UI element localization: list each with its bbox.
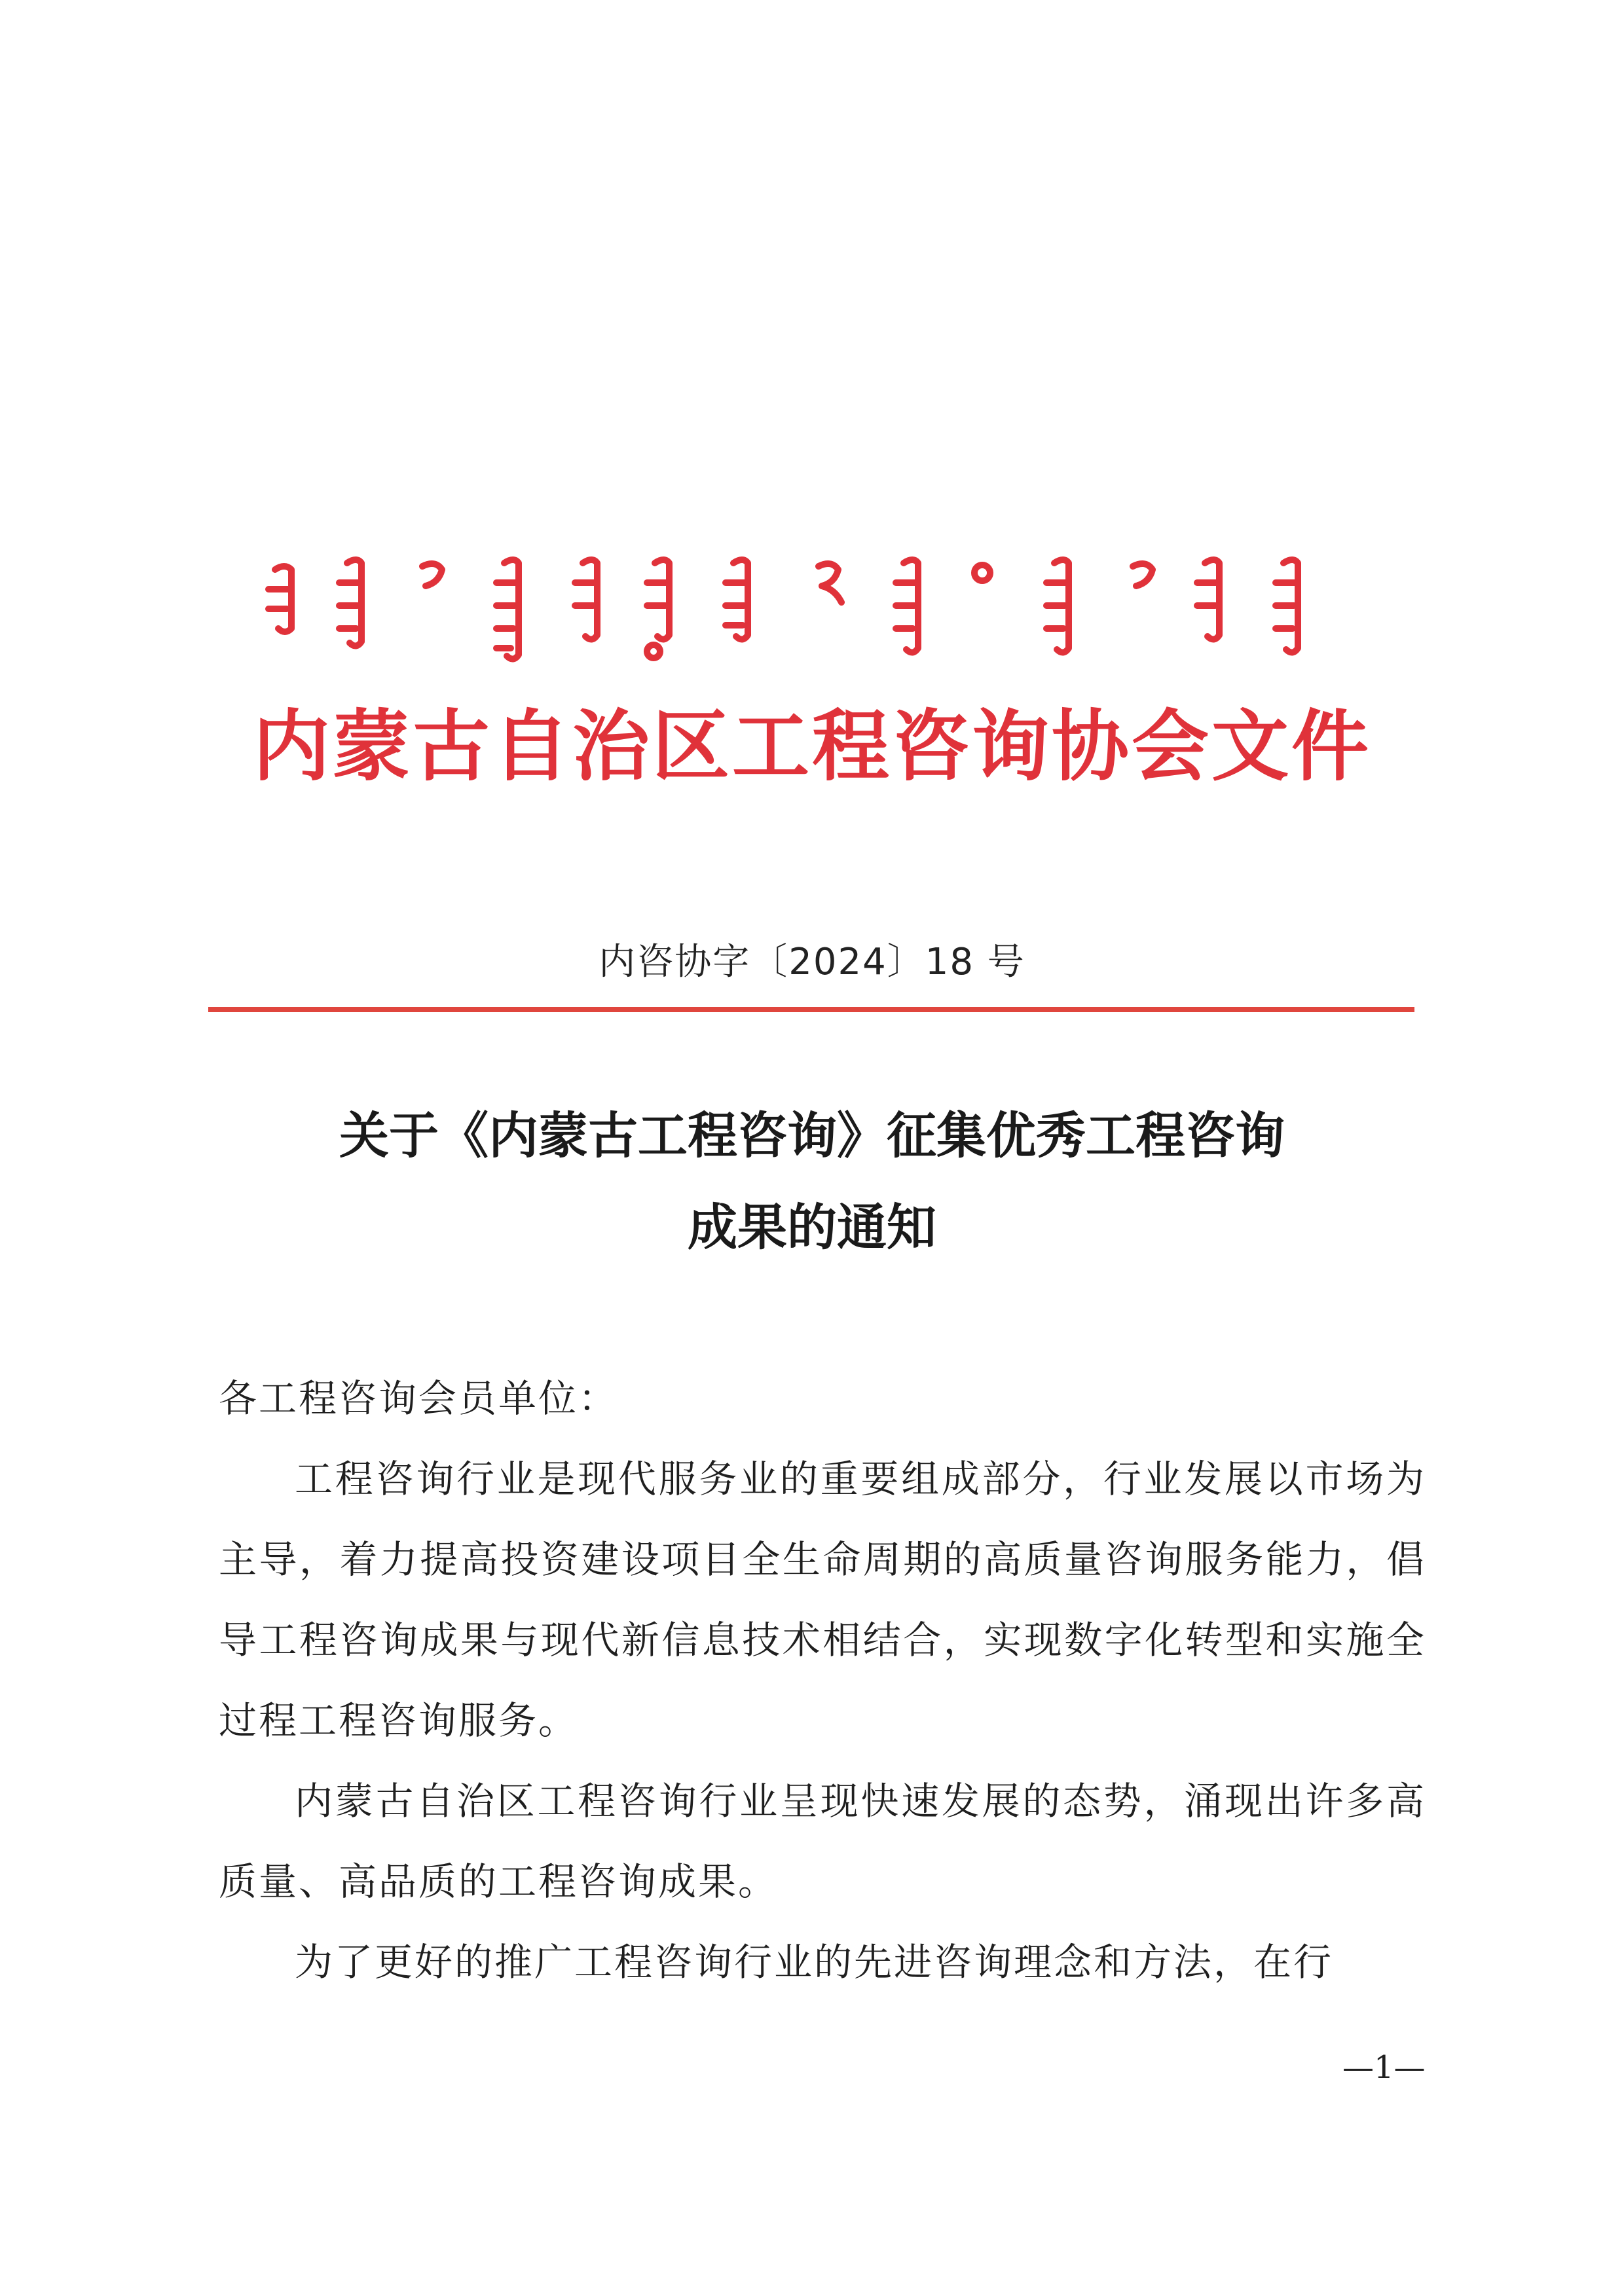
- document-header-title: 内蒙古自治区工程咨询协会文件: [252, 701, 1371, 792]
- notice-title-line-1: 关于《内蒙古工程咨询》征集优秀工程咨询: [339, 1106, 1285, 1165]
- document-number: 内咨协字〔2024〕18 号: [599, 941, 1025, 983]
- mongolian-script-heading: [262, 543, 1375, 674]
- paragraph-2: 内蒙古自治区工程咨询行业呈现快速发展的态势，涌现出许多高质量、高品质的工程咨询成果。: [219, 1779, 1426, 1904]
- page-number: —1—: [1342, 2049, 1426, 2086]
- notice-body: [219, 1358, 1426, 2003]
- paragraph-1: 工程咨询行业是现代服务业的重要组成部分，行业发展以市场为主导，着力提高投资建设项目全生命周期的高质量咨询服务能力，倡导工程咨询成果与现代新信息技术相结合，实现数字化转型和实施全过程工程咨询服务。: [219, 1457, 1426, 1743]
- notice-title: [0, 1090, 1624, 1273]
- notice-title-line-2: 成果的通知: [688, 1198, 936, 1256]
- salutation: 各工程咨询会员单位：: [219, 1376, 619, 1421]
- header-red-rule: [208, 1007, 1414, 1012]
- paragraph-3: 为了更好的推广工程咨询行业的先进咨询理念和方法，在行: [295, 1940, 1334, 1984]
